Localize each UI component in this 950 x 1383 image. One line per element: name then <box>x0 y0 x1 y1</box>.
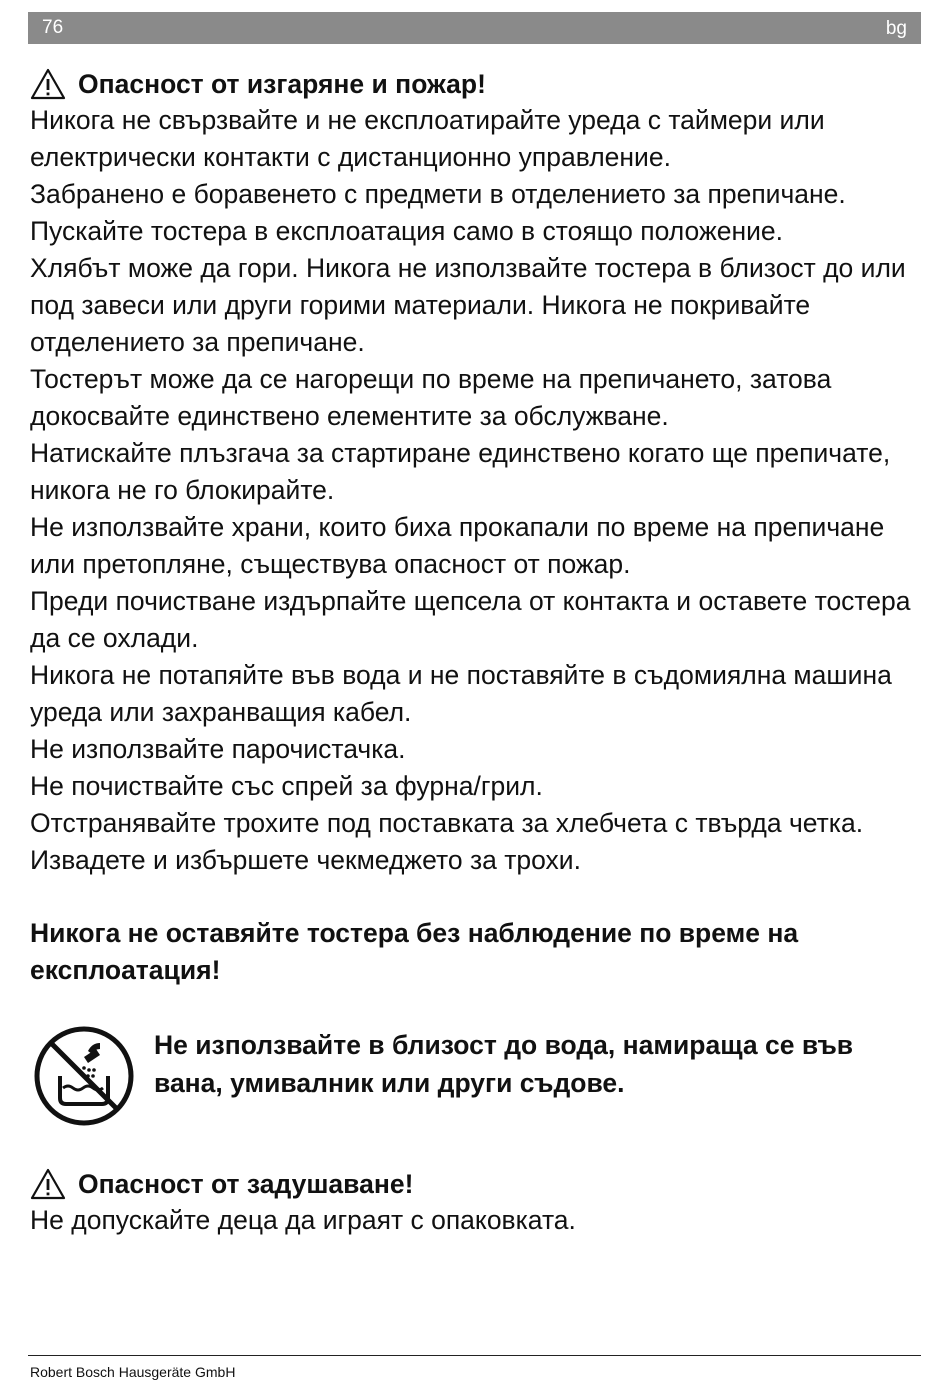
water-warning-text: Не използвайте в близост до вода, намираща се във вана, умивалник или други съдове. <box>154 1030 854 1098</box>
water-warning <box>30 1022 925 1128</box>
fire-warning-heading <box>30 66 925 102</box>
suffocation-warning-title: Опасност от задушаване! <box>78 1169 414 1199</box>
fire-paragraph: Отстранявайте трохите под поставката за хлебчета с твърда четка. <box>30 808 864 838</box>
fire-paragraph: Не използвайте парочистачка. <box>30 734 406 764</box>
warning-triangle-icon <box>30 68 66 100</box>
suffocation-warning-heading <box>30 1166 925 1202</box>
fire-paragraph: Извадете и избършете чекмеджето за трохи. <box>30 845 581 875</box>
fire-paragraph: Пускайте тостера в експлоатация само в стоящо положение. <box>30 216 783 246</box>
unattended-warning: Никога не оставяйте тостера без наблюдение по време на експлоатация! <box>30 918 799 985</box>
page-header-bar <box>28 12 921 44</box>
no-water-bath-icon <box>32 1024 136 1128</box>
fire-paragraph: Хлябът може да гори. Никога не използвайте тостера в близост до или под завеси или други горими материали. Никога не покривайте отделението за препичане. <box>30 253 906 357</box>
suffocation-warning-text: Не допускайте деца да играят с опаковката. <box>30 1205 576 1235</box>
fire-paragraph: Не почиствайте със спрей за фурна/грил. <box>30 771 543 801</box>
footer-company: Robert Bosch Hausgeräte GmbH <box>30 1364 236 1380</box>
fire-paragraph: Забранено е боравенето с предмети в отделението за препичане. <box>30 179 846 209</box>
page-content <box>30 66 925 1239</box>
fire-paragraph: Никога не потапяйте във вода и не поставяйте в съдомиялна машина уреда или захранващия кабел. <box>30 660 892 727</box>
fire-paragraph: Никога не свързвайте и не експлоатирайте уреда с таймери или електрически контакти с дистанционно управление. <box>30 105 825 172</box>
fire-paragraph: Тостерът може да се нагорещи по време на препичането, затова докосвайте единствено елементите за обслужване. <box>30 364 832 431</box>
fire-warning-title: Опасност от изгаряне и пожар! <box>78 69 486 99</box>
footer-divider <box>28 1355 921 1356</box>
language-code: bg <box>885 18 907 39</box>
page-number: 76 <box>42 17 64 38</box>
fire-paragraph: Натискайте плъзгача за стартиране единствено когато ще препичате, никога не го блокирайте. <box>30 438 891 505</box>
fire-paragraph: Преди почистване издърпайте щепсела от контакта и оставете тостера да се охлади. <box>30 586 911 653</box>
fire-paragraph: Не използвайте храни, които биха прокапали по време на препичане или претопляне, съществува опасност от пожар. <box>30 512 885 579</box>
warning-triangle-icon <box>30 1168 66 1200</box>
